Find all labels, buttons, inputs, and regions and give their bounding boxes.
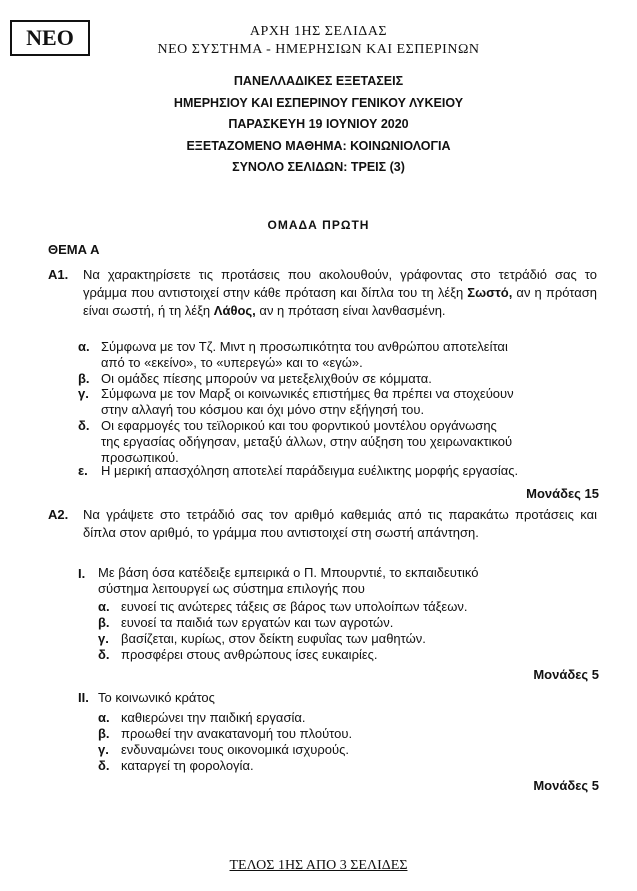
page-start-label: ΑΡΧΗ 1ΗΣ ΣΕΛΙΔΑΣ bbox=[249, 24, 388, 39]
a1-item-letter: β. bbox=[78, 371, 90, 386]
option-text: ευνοεί τα παιδιά των εργατών και των αγροτών. bbox=[121, 615, 394, 630]
a1-text-1: Να χαρακτηρίσετε τις προτάσεις που ακολουθούν, γράφοντας στο τετράδιό σας το γράμμα που αντιστοιχεί στην κάθε πρόταση και δίπλα του τη λέξη bbox=[83, 267, 597, 300]
option-letter: δ. bbox=[98, 647, 110, 662]
option-letter: α. bbox=[98, 710, 110, 725]
a2-q2-stem bbox=[98, 689, 598, 707]
option-text: προσφέρει στους ανθρώπους ίσες ευκαιρίες. bbox=[121, 647, 378, 662]
exam-title: ΠΑΝΕΛΛΑΔΙΚΕΣ ΕΞΕΤΑΣΕΙΣ bbox=[233, 74, 404, 88]
a1-text-3: αν η πρόταση είναι λανθασμένη. bbox=[259, 303, 446, 318]
page-footer: ΤΕΛΟΣ 1ΗΣ ΑΠΟ 3 ΣΕΛΙΔΕΣ bbox=[229, 858, 408, 873]
a1-label: Α1. bbox=[48, 267, 69, 282]
option-letter: α. bbox=[98, 599, 110, 614]
a1-item-line: Οι ομάδες πίεσης μπορούν να μετεξελιχθούν σε κόμματα. bbox=[101, 371, 432, 386]
a1-item-line: από το «εκείνο», το «υπερεγώ» και το «εγώ». bbox=[101, 355, 363, 370]
option-letter: β. bbox=[98, 726, 110, 741]
option-text: καθιερώνει την παιδική εργασία. bbox=[121, 710, 306, 725]
option-text: προωθεί την ανακατανομή του πλούτου. bbox=[121, 726, 353, 741]
a1-word-wrong: Λάθος, bbox=[213, 303, 256, 318]
a2-q2-marks: Μονάδες 5 bbox=[533, 778, 599, 793]
a1-instructions bbox=[83, 266, 597, 320]
theme-title: ΘΕΜΑ Α bbox=[48, 242, 100, 257]
a1-text-2: αν η πρόταση είναι σωστή, ή τη λέξη bbox=[83, 285, 597, 318]
a2-label: Α2. bbox=[48, 507, 69, 522]
page-count: ΣΥΝΟΛΟ ΣΕΛΙΔΩΝ: ΤΡΕΙΣ (3) bbox=[232, 160, 405, 174]
system-label: ΝΕΟ ΣΥΣΤΗΜΑ - ΗΜΕΡΗΣΙΩΝ ΚΑΙ ΕΣΠΕΡΙΝΩΝ bbox=[157, 42, 480, 57]
a2-q1-num: Ι. bbox=[78, 566, 86, 581]
a1-item-letter: δ. bbox=[78, 418, 90, 433]
exam-date: ΠΑΡΑΣΚΕΥΗ 19 ΙΟΥΝΙΟΥ 2020 bbox=[228, 117, 409, 131]
a1-item-line: προσωπικού. bbox=[101, 450, 179, 465]
a1-item-line: στην αλλαγή του κόσμου και όχι μόνο στην εξήγησή του. bbox=[101, 402, 425, 417]
option-letter: β. bbox=[98, 615, 110, 630]
a2-q1-stem-line: Με βάση όσα κατέδειξε εμπειρικά ο Π. Μπουρντιέ, το εκπαιδευτικό bbox=[98, 565, 479, 580]
option-text: καταργεί τη φορολογία. bbox=[121, 758, 254, 773]
option-text: ευνοεί τις ανώτερες τάξεις σε βάρος των υπολοίπων τάξεων. bbox=[121, 599, 468, 614]
a1-item-line: Οι εφαρμογές του τεϊλορικού και του φορντικού μοντέλου οργάνωσης bbox=[101, 418, 497, 433]
a1-item-line: της εργασίας οδήγησαν, μεταξύ άλλων, στην αύξηση του χειρωνακτικού bbox=[101, 434, 513, 449]
a1-marks: Μονάδες 15 bbox=[526, 486, 599, 501]
option-letter: γ. bbox=[98, 742, 109, 757]
a1-item-letter: α. bbox=[78, 339, 90, 354]
a1-item-line: Η μερική απασχόληση αποτελεί παράδειγμα ευέλικτης μορφής εργασίας. bbox=[101, 463, 519, 478]
exam-subject: ΕΞΕΤΑΖΟΜΕΝΟ ΜΑΘΗΜΑ: ΚΟΙΝΩΝΙΟΛΟΓΙΑ bbox=[186, 139, 451, 153]
a2-q2-stem-line: Το κοινωνικό κράτος bbox=[98, 690, 215, 705]
a2-q1-stem bbox=[98, 565, 598, 597]
a1-item-line: Σύμφωνα με τον Μαρξ οι κοινωνικές επιστήμες θα πρέπει να στοχεύουν bbox=[101, 386, 514, 401]
school-type: ΗΜΕΡΗΣΙΟΥ ΚΑΙ ΕΣΠΕΡΙΝΟΥ ΓΕΝΙΚΟΥ ΛΥΚΕΙΟΥ bbox=[173, 96, 464, 110]
option-letter: δ. bbox=[98, 758, 110, 773]
a2-instructions: Να γράψετε στο τετράδιό σας τον αριθμό καθεμιάς από τις παρακάτω προτάσεις και δίπλα στον αριθμό, το γράμμα που αντιστοιχεί στη σωστή απάντηση. bbox=[83, 507, 597, 540]
a2-q2-num: ΙΙ. bbox=[78, 690, 89, 705]
a1-item-line: Σύμφωνα με τον Τζ. Μιντ η προσωπικότητα του ανθρώπου αποτελείται bbox=[101, 339, 508, 354]
option-text: ενδυναμώνει τους οικονομικά ισχυρούς. bbox=[121, 742, 349, 757]
a1-item-letter: γ. bbox=[78, 386, 89, 401]
neo-badge: ΝΕΟ bbox=[10, 20, 90, 56]
option-letter: γ. bbox=[98, 631, 109, 646]
group-title: ΟΜΑΔΑ ΠΡΩΤΗ bbox=[267, 218, 370, 232]
a2-q1-marks: Μονάδες 5 bbox=[533, 667, 599, 682]
a2-q1-stem-line: σύστημα λειτουργεί ως σύστημα επιλογής που bbox=[98, 581, 365, 596]
a1-item-letter: ε. bbox=[78, 463, 88, 478]
a1-word-correct: Σωστό, bbox=[467, 285, 513, 300]
option-text: βασίζεται, κυρίως, στον δείκτη ευφυΐας των μαθητών. bbox=[121, 631, 426, 646]
